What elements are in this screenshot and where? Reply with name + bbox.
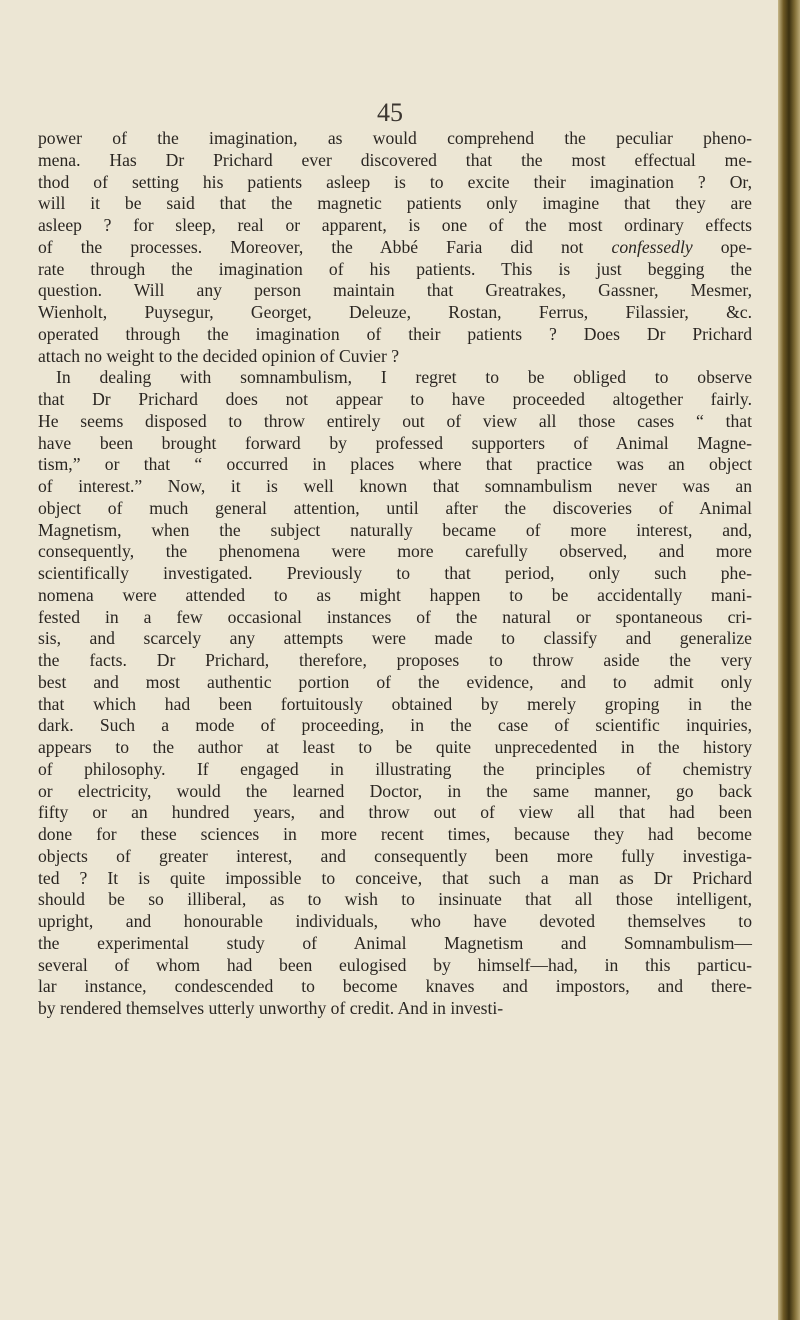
text-line: or electricity, would the learned Doctor, in the same manner, go back [38,780,752,801]
text-line: dark. Such a mode of proceeding, in the case of scientific inquiries, [38,715,752,736]
text-line: operated through the imagination of their patients ? Does Dr Prichard [38,323,752,344]
text-line: mena. Has Dr Prichard ever discovered that the most effectual me- [38,149,752,170]
text-line: question. Will any person maintain that Greatrakes, Gassner, Mesmer, [38,280,752,301]
text-line: nomena were attended to as might happen to be accidentally mani- [38,584,752,605]
page-number: 45 [377,98,403,127]
text-line: Magnetism, when the subject naturally became of more interest, and, [38,519,752,540]
text-line: thod of setting his patients asleep is to excite their imagination ? Or, [38,171,752,192]
text-line: sis, and scarcely any attempts were made to classify and generalize [38,628,752,649]
text-line: have been brought forward by professed supporters of Animal Magne- [38,432,752,453]
text-line: done for these sciences in more recent times, because they had become [38,824,752,844]
text-line: ted ? It is quite impossible to conceive, that such a man as Dr Prichard [38,867,752,888]
text-line: of interest.” Now, it is well known that somnambulism never was an [38,476,752,496]
text-line: tism,” or that “ occurred in places where that practice was an object [38,454,752,475]
text-line-with-italic [38,237,752,259]
text-line: object of much general attention, until after the discoveries of Animal [38,497,752,518]
text-line: consequently, the phenomena were more carefully observed, and more [38,541,752,562]
text-segment: ope- [720,236,753,257]
text-line: He seems disposed to throw entirely out of view all those cases “ that [38,410,752,431]
page-body-text [38,128,752,1020]
text-line: the facts. Dr Prichard, therefore, proposes to throw aside the very [38,650,752,670]
text-line: should be so illiberal, as to wish to insinuate that all those intelligent, [38,889,752,910]
text-line: several of whom had been eulogised by himself—had, in this particu- [38,954,752,975]
text-line: asleep ? for sleep, real or apparent, is one of the most ordinary effects [38,215,752,235]
text-line: best and most authentic portion of the evidence, and to admit only [38,671,752,692]
text-line: Wienholt, Puysegur, Georget, Deleuze, Rostan, Ferrus, Filassier, &c. [38,302,752,322]
text-line: fifty or an hundred years, and throw out of view all that had been [38,802,752,823]
text-line: will it be said that the magnetic patients only imagine that they are [38,193,752,214]
text-line: that Dr Prichard does not appear to have proceeded altogether fairly. [38,389,752,409]
text-line: appears to the author at least to be quite unprecedented in the history [38,737,752,757]
text-line: that which had been fortuitously obtained by merely groping in the [38,693,752,714]
text-line: the experimental study of Animal Magnetism and Somnambulism— [38,932,752,953]
text-line: power of the imagination, as would comprehend the peculiar pheno- [38,128,752,148]
text-line: by rendered themselves utterly unworthy of credit. And in investi- [38,998,504,1018]
italic-word: confessedly [611,236,693,257]
text-line: lar instance, condescended to become knaves and impostors, and there- [38,976,752,997]
text-line: of philosophy. If engaged in illustrating the principles of chemistry [38,758,752,779]
book-spine-edge [778,0,800,1320]
text-line: rate through the imagination of his patients. This is just begging the [38,258,752,279]
text-line: upright, and honourable individuals, who have devoted themselves to [38,911,752,931]
text-line: fested in a few occasional instances of the natural or spontaneous cri- [38,606,752,627]
paragraph-start-line: In dealing with somnambulism, I regret to be obliged to observe [56,367,752,388]
text-line: scientifically investigated. Previously to that period, only such phe- [38,563,752,583]
text-line: attach no weight to the decided opinion of Cuvier ? [38,345,400,366]
text-segment: of the processes. Moreover, the Abbé Faria did not [38,236,584,257]
text-line: objects of greater interest, and consequently been more fully investiga- [38,845,752,866]
